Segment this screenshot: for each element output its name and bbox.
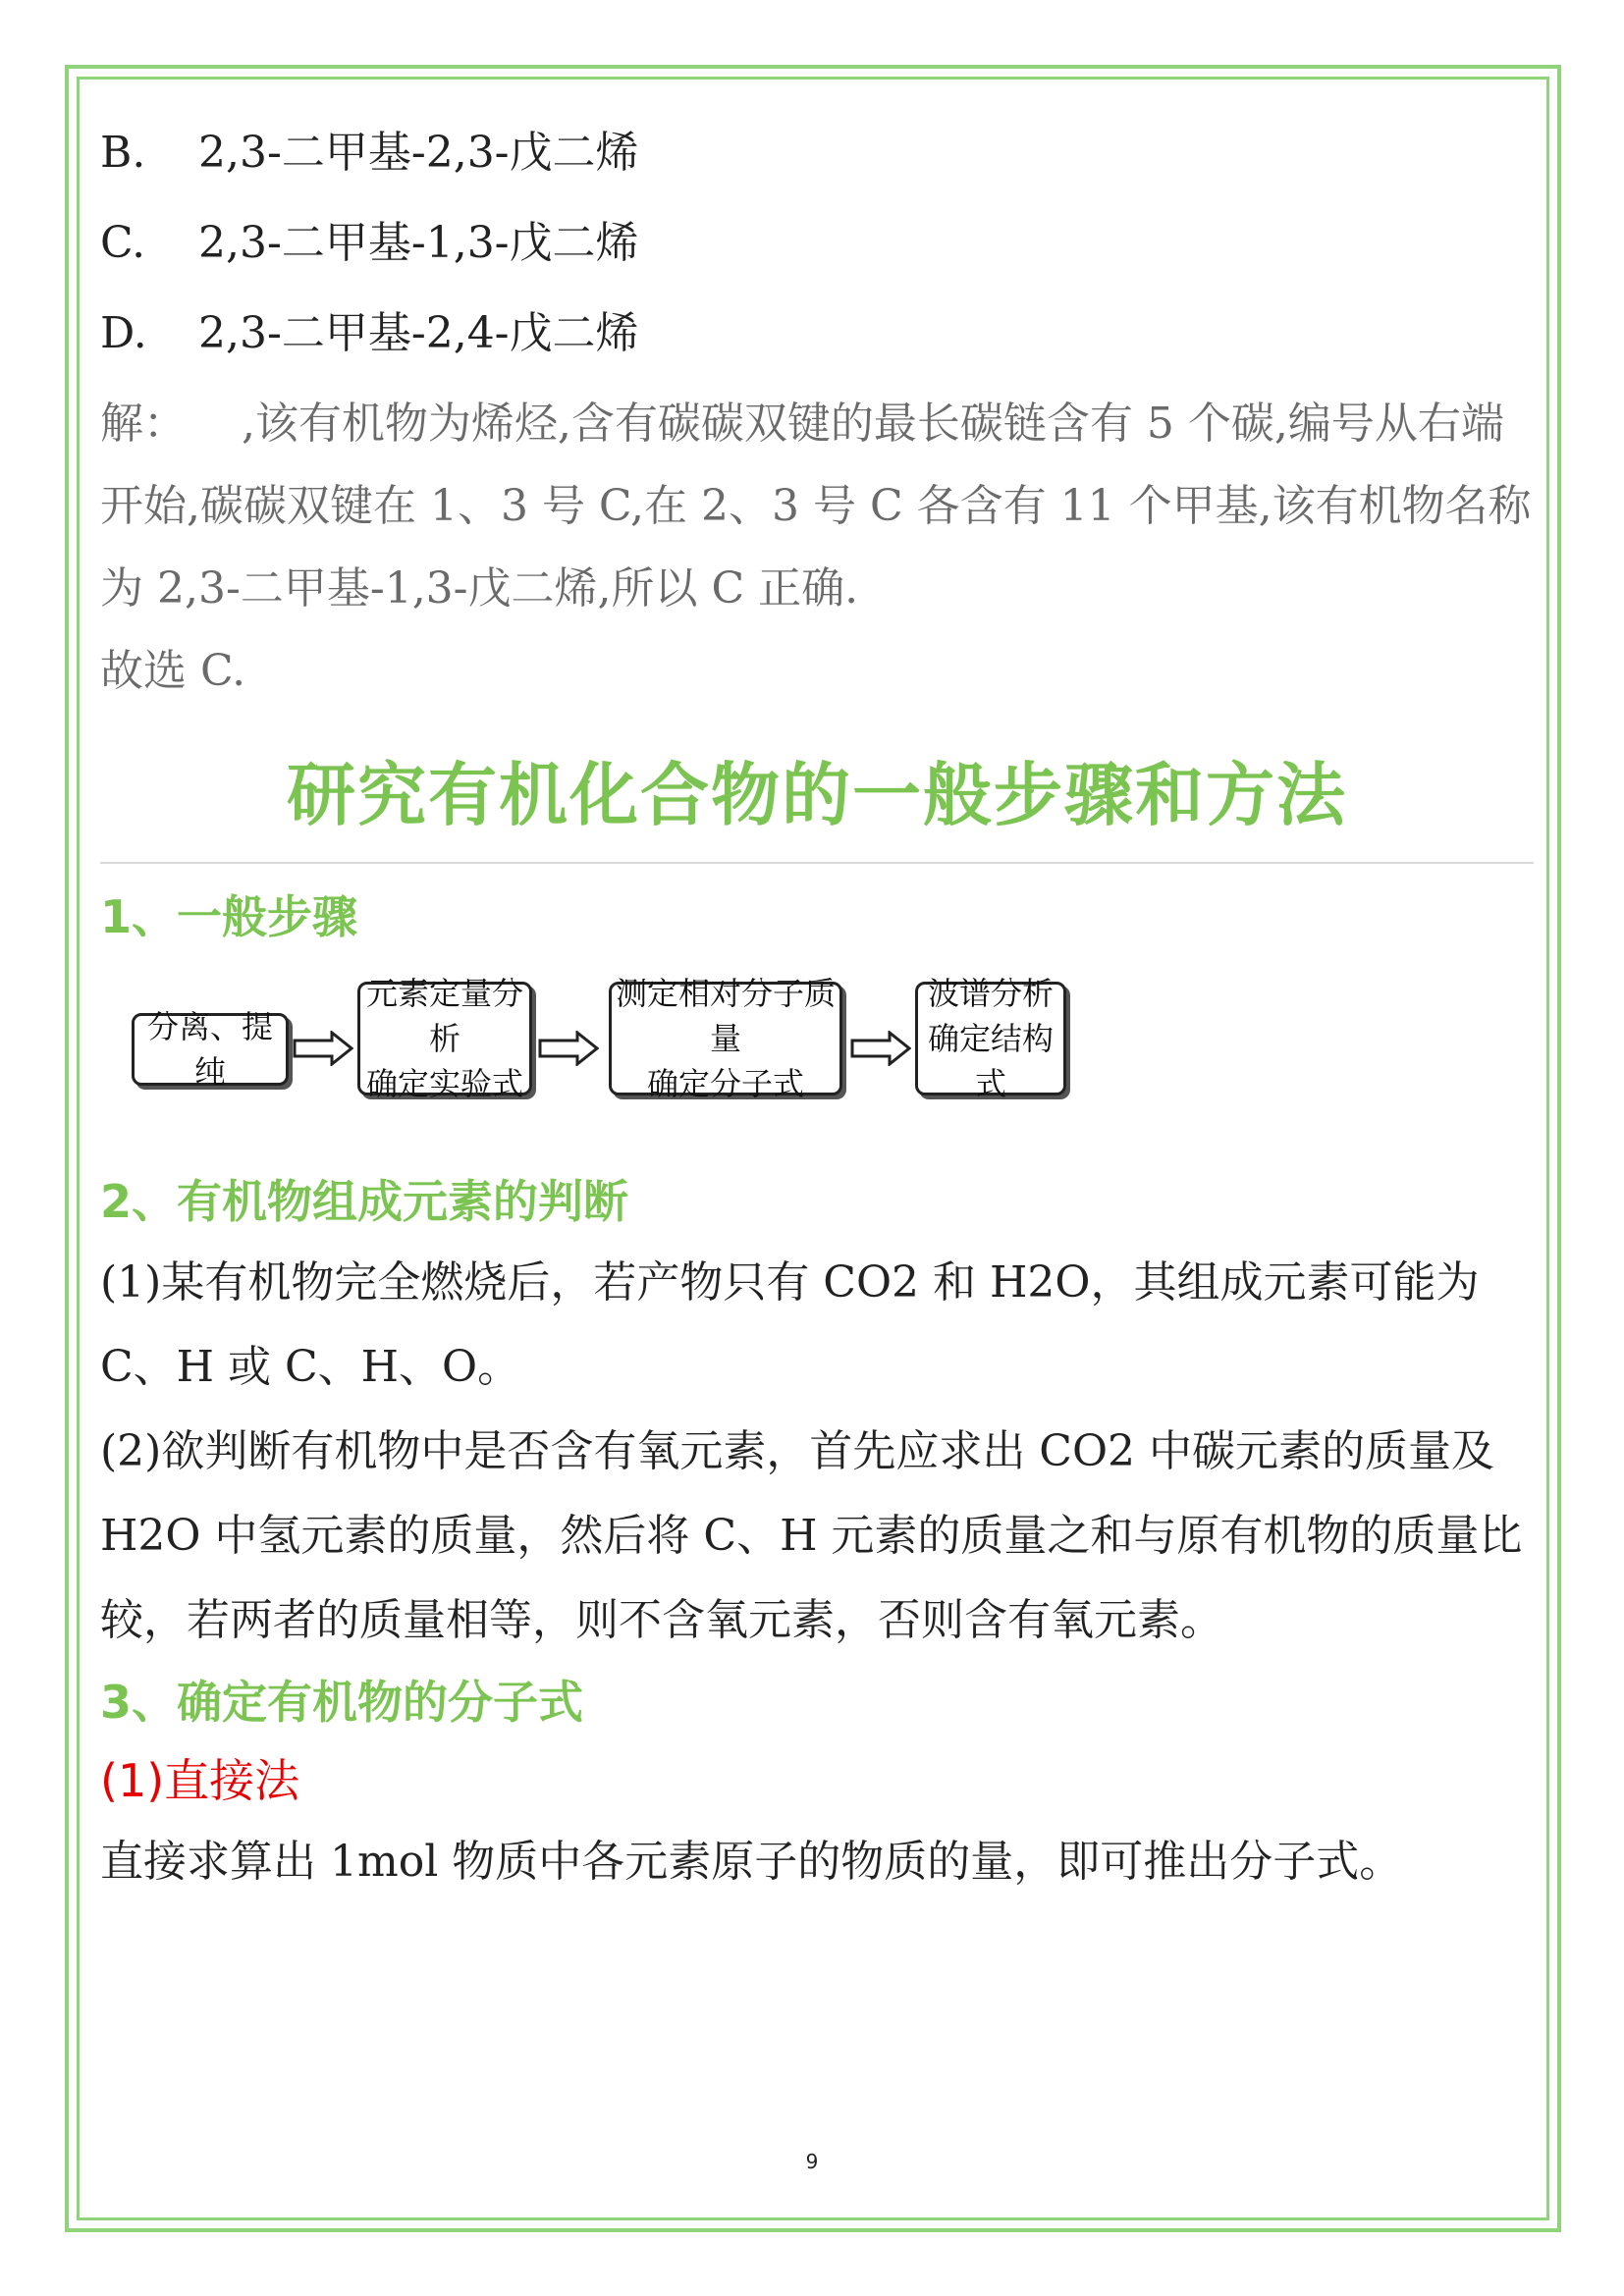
option-letter: D. [100,308,147,358]
section-2-title: 2、有机物组成元素的判断 [100,1175,629,1228]
section-2-paragraph-1: (1)某有机物完全燃烧后，若产物只有 CO2 和 H2O，其组成元素可能为 C、H 或 C、H、O。 [100,1257,1480,1392]
option-d [100,289,1534,379]
title-divider [100,862,1534,864]
section-3-subhead: (1)直接法 [100,1754,300,1807]
option-text: 2,3-二甲基-2,3-戊二烯 [198,128,639,178]
flow-step-3-line2: 确定分子式 [646,1065,804,1102]
flow-step-2 [357,975,532,1102]
page-number: 9 [805,2150,819,2173]
section-3-title: 3、确定有机物的分子式 [100,1676,584,1729]
flow-step-1-label: 分离、提纯 [146,1008,273,1091]
flow-arrow-3 [850,1031,911,1066]
section-2-body [100,1241,1534,1663]
flow-step-4 [915,975,1066,1102]
section-1-title: 1、一般步骤 [100,890,358,943]
steps-flowchart [100,956,1534,1162]
solution-paragraph: 解： ,该有机物为烯烃,含有碳碳双键的最长碳链含有 5 个碳,编号从右端开始,碳碳双键在 1、3 号 C,在 2、3 号 C 各含有 11 个甲基,该有机物名称为 2,3-二甲基-1,3-戊二烯,所以 C 正确. [100,399,1532,614]
section-2-paragraph-2: (2)欲判断有机物中是否含有氧元素，首先应求出 CO2 中碳元素的质量及 H2O 中氢元素的质量，然后将 C、H 元素的质量之和与原有机物的质量比较，若两者的质量相等，则不含氧元素，否则含有氧元素。 [100,1426,1523,1645]
option-letter: C. [100,218,146,268]
flow-step-4-line1: 波谱分析 [927,975,1054,1012]
flow-arrow-1 [293,1031,353,1066]
option-c [100,198,1534,289]
flow-step-2-line1: 元素定量分析 [365,975,523,1057]
option-text: 2,3-二甲基-2,4-戊二烯 [198,308,639,358]
flow-step-2-line2: 确定实验式 [365,1065,523,1102]
flow-step-3-line1: 测定相对分子质量 [615,975,836,1057]
solution-conclusion: 故选 C. [100,646,246,696]
section-3-paragraph-1: 直接求算出 1mol 物质中各元素原子的物质的量，即可推出分子式。 [100,1837,1403,1887]
option-text: 2,3-二甲基-1,3-戊二烯 [198,218,639,268]
main-title: 研究有机化合物的一般步骤和方法 [287,755,1347,835]
option-b [100,108,1534,198]
flow-step-4-line2: 确定结构式 [927,1020,1054,1102]
flow-step-1 [132,1008,289,1091]
page-content [100,108,1534,1904]
solution-block [100,383,1534,713]
section-3-body [100,1820,1534,1904]
flow-arrow-2 [538,1031,599,1066]
option-letter: B. [100,128,146,178]
flow-step-3 [609,975,842,1102]
